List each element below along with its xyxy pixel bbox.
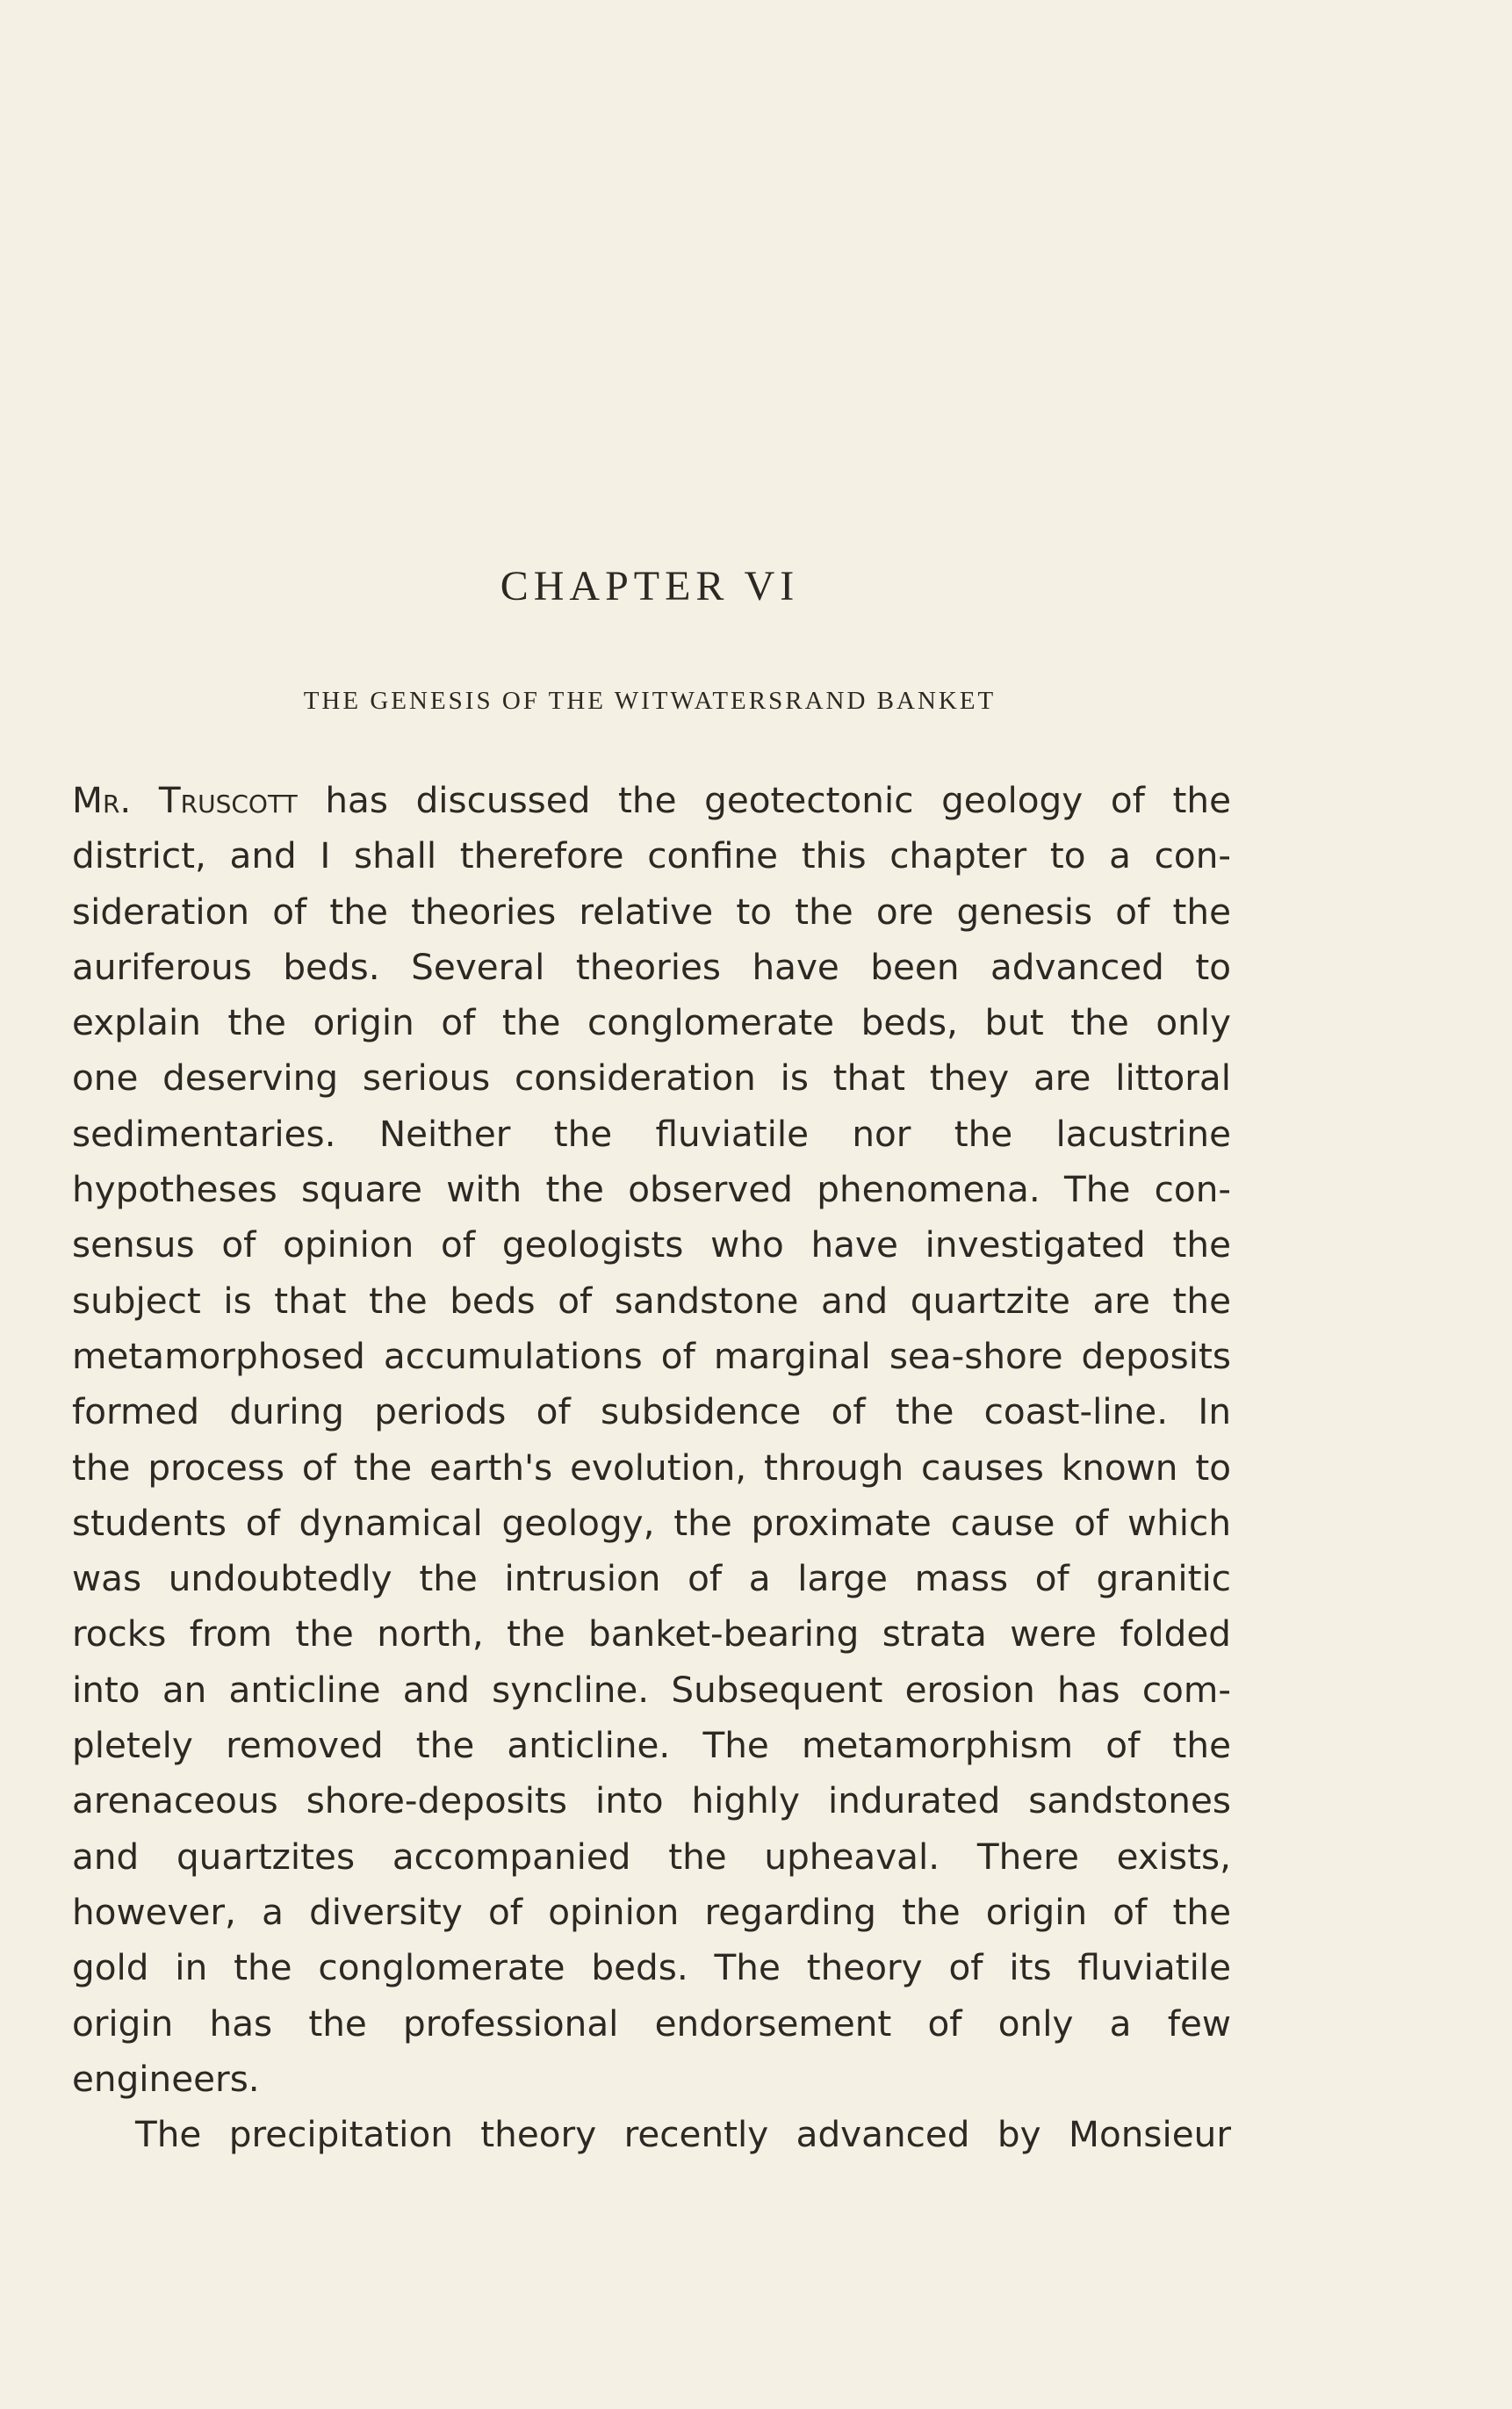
text-line: formed during periods of subsidence of the coast-line. In [72, 1390, 1231, 1433]
chapter-heading: CHAPTER VI [500, 563, 800, 609]
text-line: The precipitation theory recently advanced by Monsieur [135, 2113, 1231, 2156]
text-line: sedimentaries. Neither the fluviatile nor the lacustrine [72, 1112, 1231, 1155]
text-line: district, and I shall therefore confine this chapter to a con- [72, 834, 1231, 877]
text-line: pletely removed the anticline. The metamorphism of the [72, 1724, 1231, 1767]
text-line: was undoubtedly the intrusion of a large mass of granitic [72, 1557, 1231, 1600]
chapter-subtitle: THE GENESIS OF THE WITWATERSRAND BANKET [303, 687, 997, 715]
text-line: students of dynamical geology, the proximate cause of which [72, 1501, 1231, 1544]
opening-name: Mr. Truscott [72, 779, 298, 821]
text-line: gold in the conglomerate beds. The theory of its fluviatile [72, 1946, 1231, 1989]
first-line-rest: has discussed the geotectonic geology of the [325, 779, 1232, 821]
text-line: arenaceous shore-deposits into highly indurated sandstones [72, 1779, 1231, 1822]
text-line: into an anticline and syncline. Subsequent erosion has com- [72, 1668, 1231, 1711]
text-line [72, 773, 1231, 828]
text-line: engineers. [72, 2057, 260, 2100]
text-line: metamorphosed accumulations of marginal sea-shore deposits [72, 1334, 1231, 1377]
text-line: the process of the earth's evolution, through causes known to [72, 1446, 1231, 1489]
chapter-body [72, 773, 1231, 2162]
text-line: explain the origin of the conglomerate beds, but the only [72, 1001, 1231, 1044]
text-line: rocks from the north, the banket-bearing strata were folded [72, 1612, 1231, 1655]
text-line: hypotheses square with the observed phenomena. The con- [72, 1168, 1231, 1211]
text-line: origin has the professional endorsement of only a few [72, 2001, 1231, 2045]
text-line: however, a diversity of opinion regarding the origin of the [72, 1890, 1231, 1933]
text-line: sideration of the theories relative to the ore genesis of the [72, 890, 1231, 933]
text-line: and quartzites accompanied the upheaval. There exists, [72, 1835, 1231, 1878]
text-line: one deserving serious consideration is that they are littoral [72, 1057, 1231, 1100]
text-line: subject is that the beds of sandstone and quartzite are the [72, 1279, 1231, 1322]
text-line: sensus of opinion of geologists who have investigated the [72, 1223, 1231, 1266]
text-line: auriferous beds. Several theories have been advanced to [72, 945, 1231, 988]
